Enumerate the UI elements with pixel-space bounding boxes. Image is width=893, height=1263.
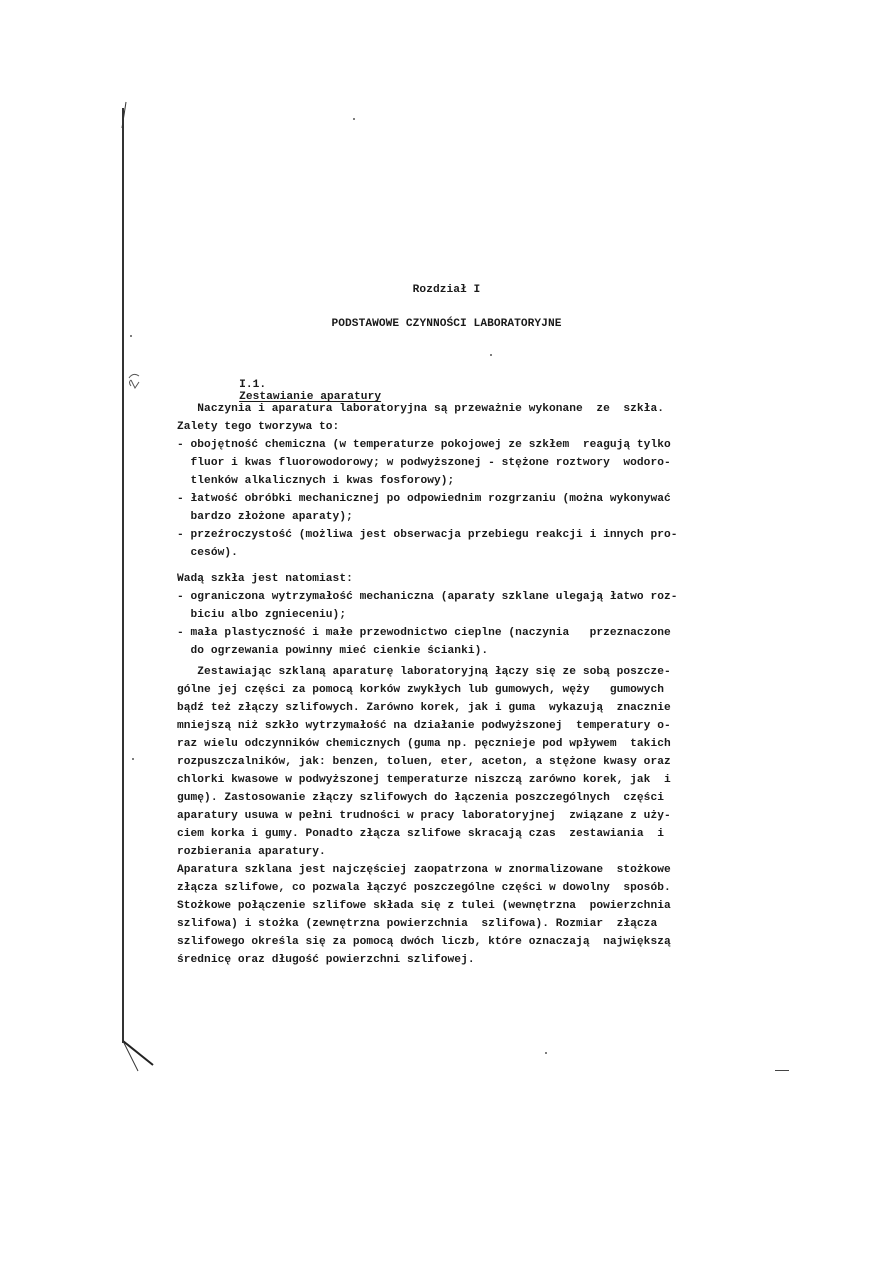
scan-mark (775, 1070, 789, 1071)
text-line: chlorki kwasowe w podwyższonej temperaturze niszczą zarówno korek, jak i (177, 774, 671, 786)
section-number: I.1. (239, 379, 267, 391)
text-line: bardzo złożone aparaty); (177, 511, 353, 523)
text-line: średnicę oraz długość powierzchni szlifowej. (177, 954, 475, 966)
section-title: Zestawianie aparatury (239, 391, 382, 403)
text-line: do ogrzewania powinny mieć cienkie ścianki). (177, 645, 489, 657)
text-line: aparatury usuwa w pełni trudności w pracy laboratoryjnej związane z uży- (177, 810, 671, 822)
scan-speck (490, 354, 492, 356)
text-line: Zalety tego tworzywa to: (177, 421, 340, 433)
binding-margin-line (122, 108, 124, 1043)
margin-line-top-mark (118, 100, 130, 130)
text-line: bądź też złączy szlifowych. Zarówno korek, jak i guma wykazują znacznie (177, 702, 671, 714)
text-line: rozpuszczalników, jak: benzen, toluen, eter, aceton, a stężone kwasy oraz (177, 756, 671, 768)
text-line: mniejszą niż szkło wytrzymałość na działanie podwyższonej temperatury o- (177, 720, 671, 732)
scan-speck (545, 1052, 547, 1054)
text-line: - obojętność chemiczna (w temperaturze pokojowej ze szkłem reagują tylko (177, 439, 671, 451)
text-line: Aparatura szklana jest najczęściej zaopatrzona w znormalizowane stożkowe (177, 864, 671, 876)
text-line: Stożkowe połączenie szlifowe składa się z tulei (wewnętrzna powierzchnia (177, 900, 671, 912)
text-line: raz wielu odczynników chemicznych (guma np. pęcznieje pod wpływem takich (177, 738, 671, 750)
text-line: gólne jej części za pomocą korków zwykłych lub gumowych, węży gumowych (177, 684, 664, 696)
text-line: ciem korka i gumy. Ponadto złącza szlifowe skracają czas zestawiania i (177, 828, 664, 840)
text-line: złącza szlifowe, co pozwala łączyć poszczególne części w dowolny sposób. (177, 882, 671, 894)
text-line: gumę). Zastosowanie złączy szlifowych do łączenia poszczególnych części (177, 792, 664, 804)
scan-speck (353, 118, 355, 120)
text-line: szlifowa) i stożka (zewnętrzna powierzchnia szlifowa). Rozmiar złącza (177, 918, 658, 930)
margin-line-end-mark (118, 1035, 168, 1075)
scan-speck (130, 335, 132, 337)
text-line: - łatwość obróbki mechanicznej po odpowiednim rozgrzaniu (można wykonywać (177, 493, 671, 505)
text-line: szlifowego określa się za pomocą dwóch liczb, które oznaczają największą (177, 936, 671, 948)
text-line: biciu albo zgnieceniu); (177, 609, 347, 621)
text-line: - przeźroczystość (możliwa jest obserwacja przebiegu reakcji i innych pro- (177, 529, 678, 541)
text-line: Naczynia i aparatura laboratoryjna są przeważnie wykonane ze szkła. (177, 403, 664, 415)
text-line: tlenków alkalicznych i kwas fosforowy); (177, 475, 455, 487)
text-line: cesów). (177, 547, 238, 559)
text-line: - mała plastyczność i małe przewodnictwo cieplne (naczynia przeznaczone (177, 627, 671, 639)
text-line: rozbierania aparatury. (177, 846, 326, 858)
text-line: Zestawiając szklaną aparaturę laboratoryjną łączy się ze sobą poszcze- (177, 666, 671, 678)
chapter-heading: Rozdział I (412, 284, 481, 296)
margin-scribble-icon (125, 370, 145, 392)
text-line: Wadą szkła jest natomiast: (177, 573, 353, 585)
scan-speck (132, 758, 134, 760)
chapter-title: PODSTAWOWE CZYNNOŚCI LABORATORYJNE (331, 318, 562, 330)
text-line: - ograniczona wytrzymałość mechaniczna (aparaty szklane ulegają łatwo roz- (177, 591, 678, 603)
text-line: fluor i kwas fluorowodorowy; w podwyższonej - stężone roztwory wodoro- (177, 457, 671, 469)
